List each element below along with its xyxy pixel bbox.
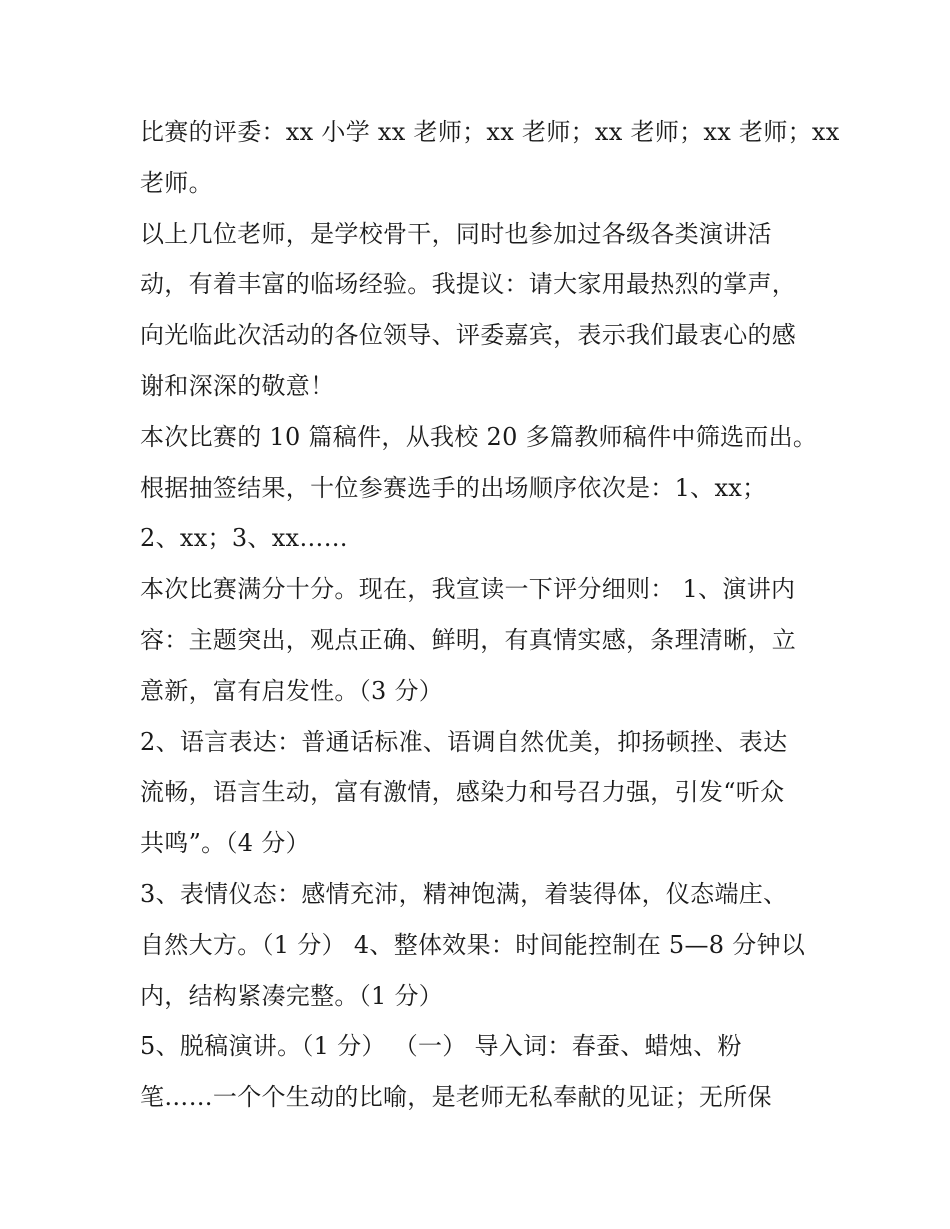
text-line-7: 本次比赛的 10 篇稿件，从我校 20 多篇教师稿件中筛选而出。 [140, 422, 818, 451]
document-body [140, 107, 840, 1123]
text-line-8: 根据抽签结果，十位参赛选手的出场顺序依次是：1、xx； [140, 473, 767, 502]
text-line-9: 2、xx；3、xx…… [140, 524, 348, 553]
text-line-1: 比赛的评委：xx 小学 xx 老师；xx 老师；xx 老师；xx 老师；xx [140, 118, 840, 146]
text-line-11: 容：主题突出，观点正确、鲜明，有真情实感，条理清晰，立 [140, 625, 797, 654]
text-line-16: 3、表情仪态：感情充沛，精神饱满，着装得体，仪态端庄、 [140, 879, 788, 908]
text-line-4: 动，有着丰富的临场经验。我提议：请大家用最热烈的掌声， [140, 270, 797, 299]
text-line-3: 以上几位老师，是学校骨干，同时也参加过各级各类演讲活 [140, 219, 772, 248]
text-line-18: 内，结构紧凑完整。（1 分） [140, 981, 444, 1010]
text-line-15: 共鸣”。（4 分） [140, 829, 310, 858]
text-line-13: 2、语言表达：普通话标准、语调自然优美，抑扬顿挫、表达 [140, 727, 788, 756]
text-line-2: 老师。 [140, 168, 213, 197]
text-line-17: 自然大方。（1 分） 4、整体效果：时间能控制在 5—8 分钟以 [140, 930, 806, 959]
text-line-10: 本次比赛满分十分。现在，我宣读一下评分细则： 1、演讲内 [140, 575, 796, 604]
text-line-14: 流畅，语言生动，富有激情，感染力和号召力强，引发“听众 [140, 778, 785, 807]
text-line-6: 谢和深深的敬意！ [140, 371, 335, 400]
text-line-19: 5、脱稿演讲。（1 分） （一） 导入词：春蚕、蜡烛、粉 [140, 1032, 742, 1061]
text-line-12: 意新，富有启发性。（3 分） [140, 676, 444, 705]
text-line-5: 向光临此次活动的各位领导、评委嘉宾，表示我们最衷心的感 [140, 321, 797, 350]
text-line-20: 笔……一个个生动的比喻，是老师无私奉献的见证；无所保 [140, 1083, 772, 1112]
